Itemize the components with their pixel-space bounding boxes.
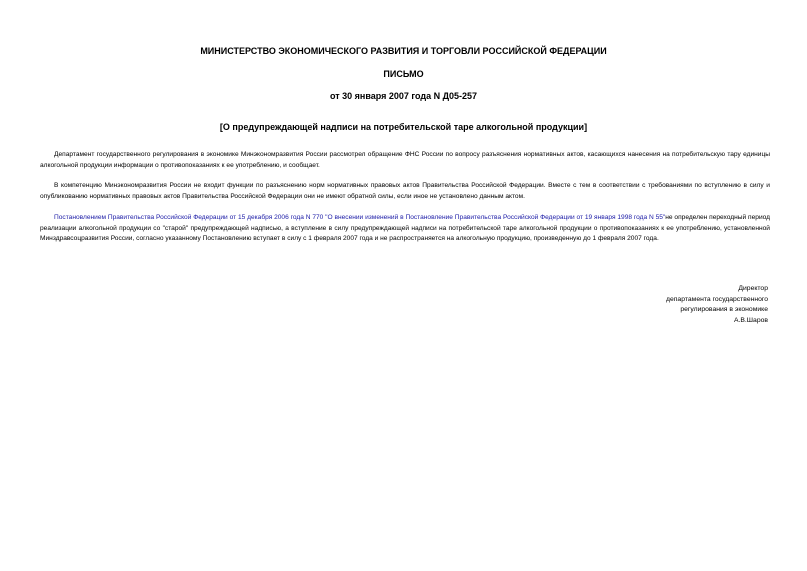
signature-name: А.В.Шаров [733, 316, 768, 324]
body-paragraph-3-text: не определен переходный период реализации алкогольной продукции со "старой" предупреждающей надписью, а вступление в силу предупреждающей надписи на потребительской таре алкогольной продукции о противопоказаниях к ее употреблению, установленной Минздравсоцразвития России, согласно указанному Постановлению вступает в силу с 1 февраля 2007 года и не распространяется на алкогольную продукцию, произведенную до 1 февраля 2007 года. [40, 214, 770, 242]
document-subject: [О предупреждающей надписи на потребительской таре алкогольной продукции] [219, 122, 588, 132]
body-paragraph-3 [40, 213, 770, 245]
signature-department-cont: регулирования в экономике [680, 306, 768, 314]
ministry-heading: МИНИСТЕРСТВО ЭКОНОМИЧЕСКОГО РАЗВИТИЯ И ТОРГОВЛИ РОССИЙСКОЙ ФЕДЕРАЦИИ [200, 46, 607, 56]
body-paragraph-1: Департамент государственного регулирования в экономике Минэкономразвития России рассмотрел обращение ФНС России по вопросу разъяснения нормативных актов, касающихся нанесения на потребительскую тару единицы алкогольной продукции информации о противопоказаниях к ее употреблению, и сообщает. [40, 151, 770, 169]
document-type-heading: ПИСЬМО [383, 69, 424, 79]
signature-position: Директор [738, 285, 768, 292]
signature-department: департамента государственного [666, 295, 768, 303]
document-date-line: от 30 января 2007 года N Д05-257 [329, 91, 478, 101]
body-paragraph-2: В компетенцию Минэкономразвития России не входит функции по разъяснению норм нормативных правовых актов Правительства Российской Федерации. Вместе с тем в соответствии с требованиями по вступлению в силу и опубликованию нормативных правовых актов Правительства Российской Федерации они не имеют обратной силы, если иное не установлено данным актом. [40, 182, 770, 200]
resolution-link[interactable]: Постановлением Правительства Российской Федерации от 15 декабря 2006 года N 770 "О внесении изменений в Постановление Правительства Российской Федерации от 19 января 1998 года N 55" [54, 214, 666, 221]
signature-block [666, 284, 768, 326]
